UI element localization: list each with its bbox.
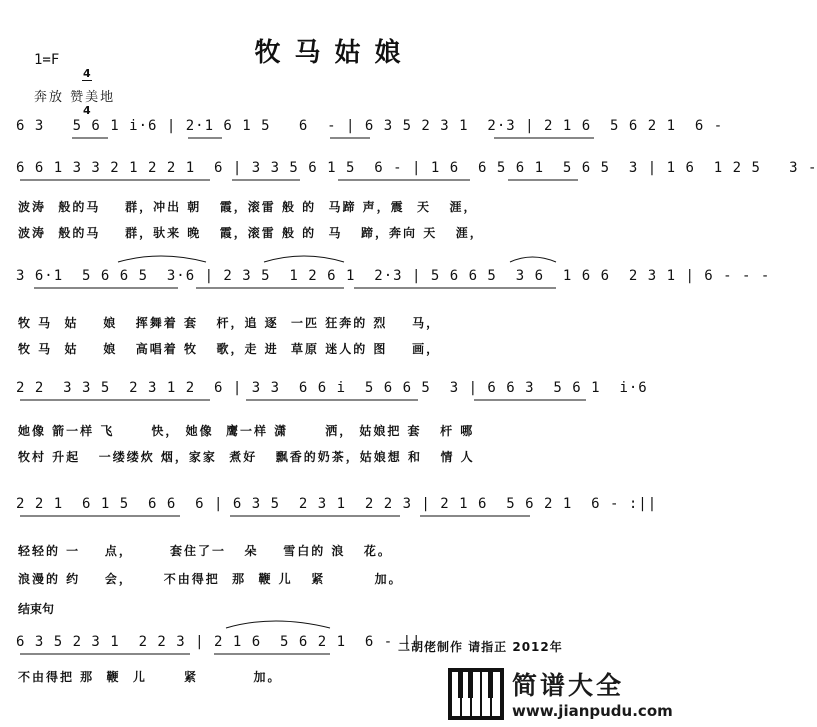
notation-line-1: 6 3 5 6 1 i·6 | 2·1 6 1 5 6 - | 6 3 5 2 3 1 2·3 | 2 1 6 5 6 2 1 6 - [16,118,724,134]
lyric-line-3b: 牧 马 姑 娘 高唱着 牧 歌，走 进 草原 迷人的 图 画， [18,342,441,356]
lyric-line-5a: 轻轻的 一 点， 套住了一 朵 雪白的 浪 花。 [18,544,392,558]
lyric-line-3a: 牧 马 姑 娘 挥舞着 套 杆，追 逐 一匹 狂奔的 烈 马， [18,316,441,330]
slur-mark [118,256,206,262]
piano-keys-icon [448,668,504,720]
notation-line-4: 2 2 3 3 5 2 3 1 2 6 | 3 3 6 6 i 5 6 6 5 3 | 6 6 3 5 6 1 i·6 [16,380,648,396]
watermark-url: www.jianpudu.com [512,702,673,720]
lyric-line-4b: 牧村 升起 一缕缕炊 烟，家家 煮好 飘香的奶茶，姑娘想 和 情 人 [18,450,475,464]
time-signature-bottom: 4 [83,104,91,117]
notation-line-5: 2 2 1 6 1 5 6 6 6 | 6 3 5 2 3 1 2 2 3 | 2 1 6 5 6 2 1 6 - :|| [16,496,658,512]
slur-mark [264,256,344,262]
notation-line-3: 3 6·1 5 6 6 5 3·6 | 2 3 5 1 2 6 1 2·3 | 5 6 6 5 3 6 1 6 6 2 3 1 | 6 - - - [16,268,771,284]
ending-label: 结束句 [18,602,55,616]
lyric-line-4a: 她像 箭一样 飞 快， 她像 鹰一样 潇 洒， 姑娘把 套 杆 哪 [18,424,475,438]
tempo-marking: 奔放 赞美地 [34,90,116,105]
notation-line-2: 6 6 1 3 3 2 1 2 2 1 6 | 3 3 5 6 1 5 6 - | 1 6 6 5 6 1 5 6 5 3 | 1 6 1 2 5 3 - [16,160,817,176]
time-signature-top: 4 [83,67,91,80]
watermark-brand: 简谱大全 [512,671,625,700]
lyric-line-2a: 波涛 般的马 群，冲出 朝 霞，滚雷 般 的 马蹄 声，震 天 涯， [18,200,478,214]
lyric-line-2b: 波涛 般的马 群，驮来 晚 霞，滚雷 般 的 马 蹄，奔向 天 涯， [18,226,484,240]
lyric-line-ending: 不由得把 那 鞭 儿 紧 加。 [18,670,282,684]
slur-mark [510,257,556,262]
slur-mark [226,621,330,628]
credit-text: 二胡佬制作 请指正 2012年 [398,640,563,654]
notation-line-ending: 6 3 5 2 3 1 2 2 3 | 2 1 6 5 6 2 1 6 - || [16,634,422,650]
score-title: 牧马姑娘 [254,38,415,68]
lyric-line-5b: 浪漫的 约 会， 不由得把 那 鞭 儿 紧 加。 [18,572,403,586]
key-signature: 1=F [34,52,60,68]
